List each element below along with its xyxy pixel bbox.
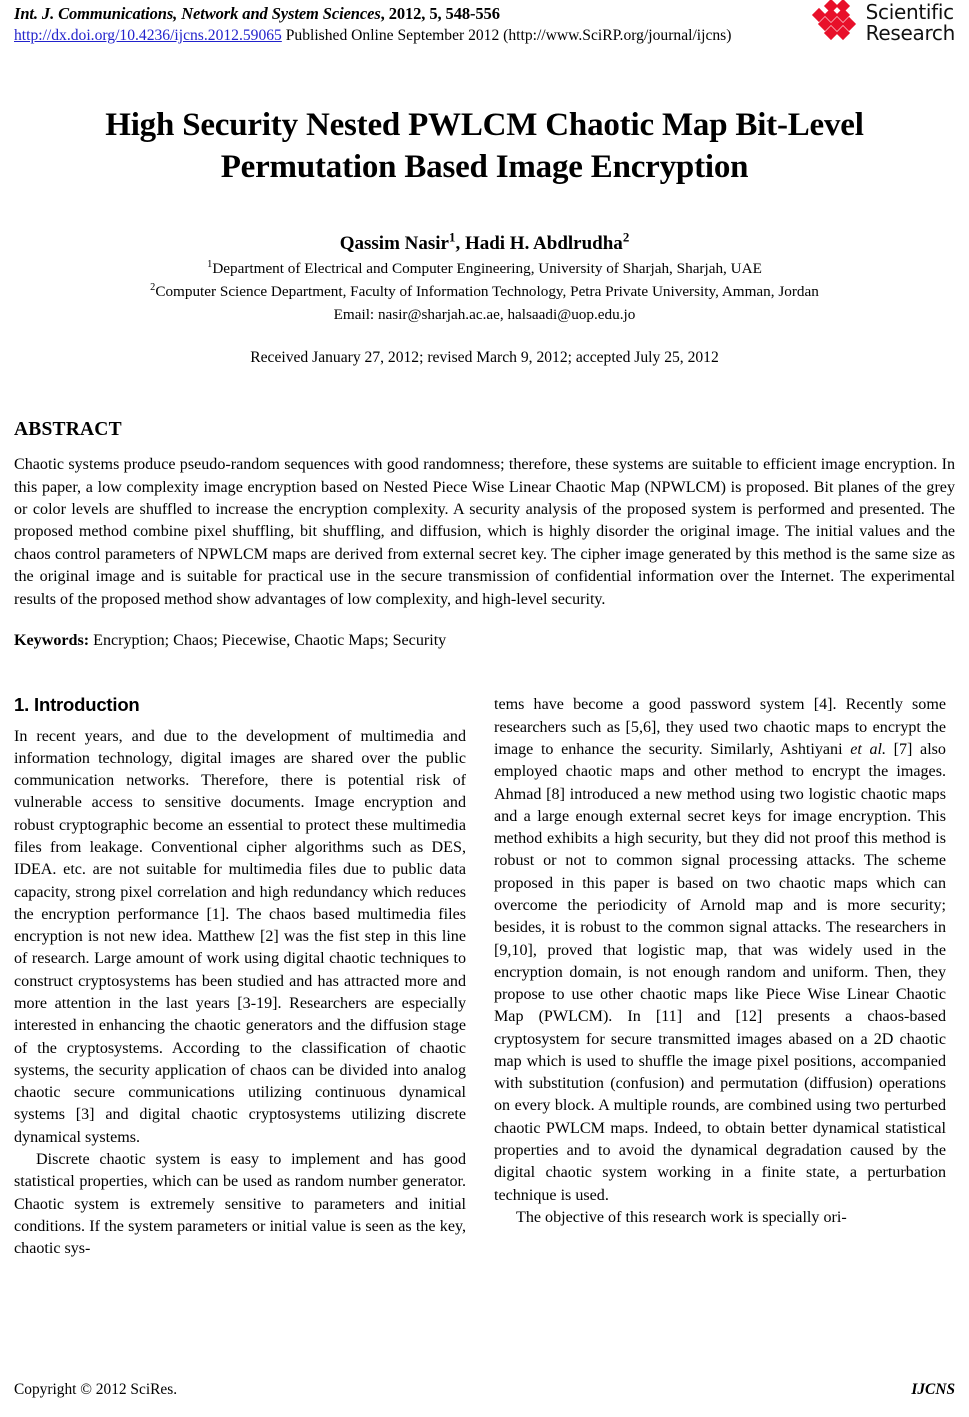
affiliation-marker-2: 2 [150,282,156,294]
author-email-line: Email: nasir@sharjah.ac.ae, halsaadi@uop.edu.jo [333,306,636,324]
affiliation-marker-1: 1 [207,259,213,271]
right-column [494,694,946,1260]
right-paragraph-1 [494,694,946,1206]
section-heading-introduction [14,694,466,716]
abstract-heading: ABSTRACT [14,419,122,441]
author-name-2: Hadi H. Abdlrudha [464,233,623,255]
page-title: High Security Nested PWLCM Chaotic Map Bit-Level Permutation Based Image Encryption [105,107,864,186]
journal-citation-line [14,4,852,25]
left-paragraph-1: In recent years, and due to the development of multimedia and information technology, digital images are shared over the public communication networks. Therefore, there is potential risk of vulnerable access to sensitive documents. Image encryption and robust cryptographic become an essential to protect these multimedia files from leakage. Conventional cipher algorithms such as DES, IDEA. etc. are not suitable for multimedia files due to public data capacity, strong pixel correlation and high redundancy which reduces the encryption performance [1]. The chaos based multimedia files encryption is not new idea. Matthew [2] was the fist step in this line of research. Large amount of work using digital chaotic techniques to construct cryptosystems has been studied and has attracted more and more attention in the last years [3-19]. Researchers are especially interested in enhancing the chaotic generators and the diffusion stage of the cryptosystems. According to the classification of chaotic systems, the security application of chaos can be divided into analog chaotic secure communications utilizing continuous dynamical systems [3] and digital chaotic cryptosystems utilizing discrete dynamical systems. [14,727,466,1146]
et-al-italic: et al. [850,740,886,758]
right-paragraph-1-part-b: [7] also employed chaotic maps and other method to encrypt the images. Ahmad [8] introduced a new method using two logistic chaotic maps and a large enough external secret keys for image encryption. This method exhibits a high security, but they did not proof this method is robust or not to common signal processing attacks. The scheme proposed in this paper is based on two chaotic maps which can overcome the periodicity of Arnold map and is more security; besides, it is robust to the common signal attacks. The researchers in [9,10], proved that logistic map, that was widely used in the encryption domain, is not enough random and uniform. Then, they propose to use other chaotic maps like Piece Wise Linear Chaotic Map (PWLCM). In [11] and [12] presents a chaos-based cryptosystem for secure transmitted images abased on a 2D chaotic map which is used to shuffle the image pixel positions, accompanied with substitution (confusion) and permutation (diffusion) operations on every block. A multiple rounds, are combined using two perturbed chaotic PWLCM maps. Indeed, to obtain better dynamical statistical properties and to avoid the dynamical degradation caused by the digital chaotic system working in a finite state, a perturbation technique is used. [494,740,946,1204]
keywords-label: Keywords: [14,631,90,649]
doi-line [14,26,852,46]
affiliation-1-text: Department of Electrical and Computer Engineering, University of Sharjah, Sharjah, UAE [212,260,762,278]
keywords-line [14,630,955,653]
logo-line-1: Scientific [865,0,954,24]
doi-link[interactable]: http://dx.doi.org/10.4236/ijcns.2012.59065 [14,26,282,44]
affiliation-2-text: Computer Science Department, Faculty of Information Technology, Petra Private University, Amman, Jordan [155,283,819,301]
author-name-1: Qassim Nasir [339,233,449,255]
copyright-text: Copyright © 2012 SciRes. [14,1381,178,1398]
abstract-text: Chaotic systems produce pseudo-random sequences with good randomness; therefore, these systems are suitable to efficient image encryption. In this paper, a low complexity image encryption based on Nested Piece Wise Linear Chaotic Map (NPWLCM) is proposed. Bit planes of the grey or color levels are shuffled to increase the encryption complexity. A security analysis of the proposed system is performed and presented. The proposed method combine pixel shuffling, bit shuffling, and diffusion, which is highly disorder the original image. The initial values and the chaos control parameters of NPWLCM maps are derived from external secret key. The cipher image generated by this method is the same size as the original image and is suitable for practical use in the secure transmission of confidential information over the Internet. The experimental results of the proposed method show advantages of low complexity, and high-level security. [14,456,955,608]
diamond-cluster-icon [814,1,860,45]
logo-line-2: Research [865,21,955,45]
page-footer [14,1381,955,1399]
author-affil-marker-2: 2 [622,230,630,246]
keywords-value: Encryption; Chaos; Piecewise, Chaotic Maps; Security [89,631,447,649]
author-affil-marker-1: 1 [448,230,456,246]
masthead [14,0,955,56]
masthead-text [14,4,852,46]
journal-volume-pages: , 2012, 5, 548-556 [380,4,500,23]
left-paragraph-2: Discrete chaotic system is easy to implement and has good statistical properties, which can be used as random number generator. Chaotic system is extremely sensitive to parameters and initial conditions. If the system parameters or initial value is seen as the key, chaotic sys- [14,1150,466,1258]
published-online-text: Published Online September 2012 (http://www.SciRP.org/journal/ijcns) [281,26,732,44]
left-column [14,694,466,1260]
logo-wordmark [866,2,955,44]
affiliation-2 [14,282,955,303]
author-list [14,232,955,257]
affiliation-1 [14,259,955,280]
right-paragraph-2: The objective of this research work is specially ori- [516,1208,847,1226]
section-title: Introduction [34,694,140,716]
scientific-research-logo [814,1,955,45]
journal-name: Int. J. Communications, Network and System Sciences [14,4,381,23]
submission-dates: Received January 27, 2012; revised March 9, 2012; accepted July 25, 2012 [250,349,719,367]
author-separator: , [455,233,465,255]
right-paragraph-1-part-a: tems have become a good password system [4]. Recently some researchers such as [5,6], they used two chaotic maps to encrypt the image to enhance the security. Similarly, Ashtiyani [494,696,946,758]
body-columns [14,694,955,1260]
section-number: 1. [14,694,30,716]
journal-abbreviation: IJCNS [911,1381,955,1398]
